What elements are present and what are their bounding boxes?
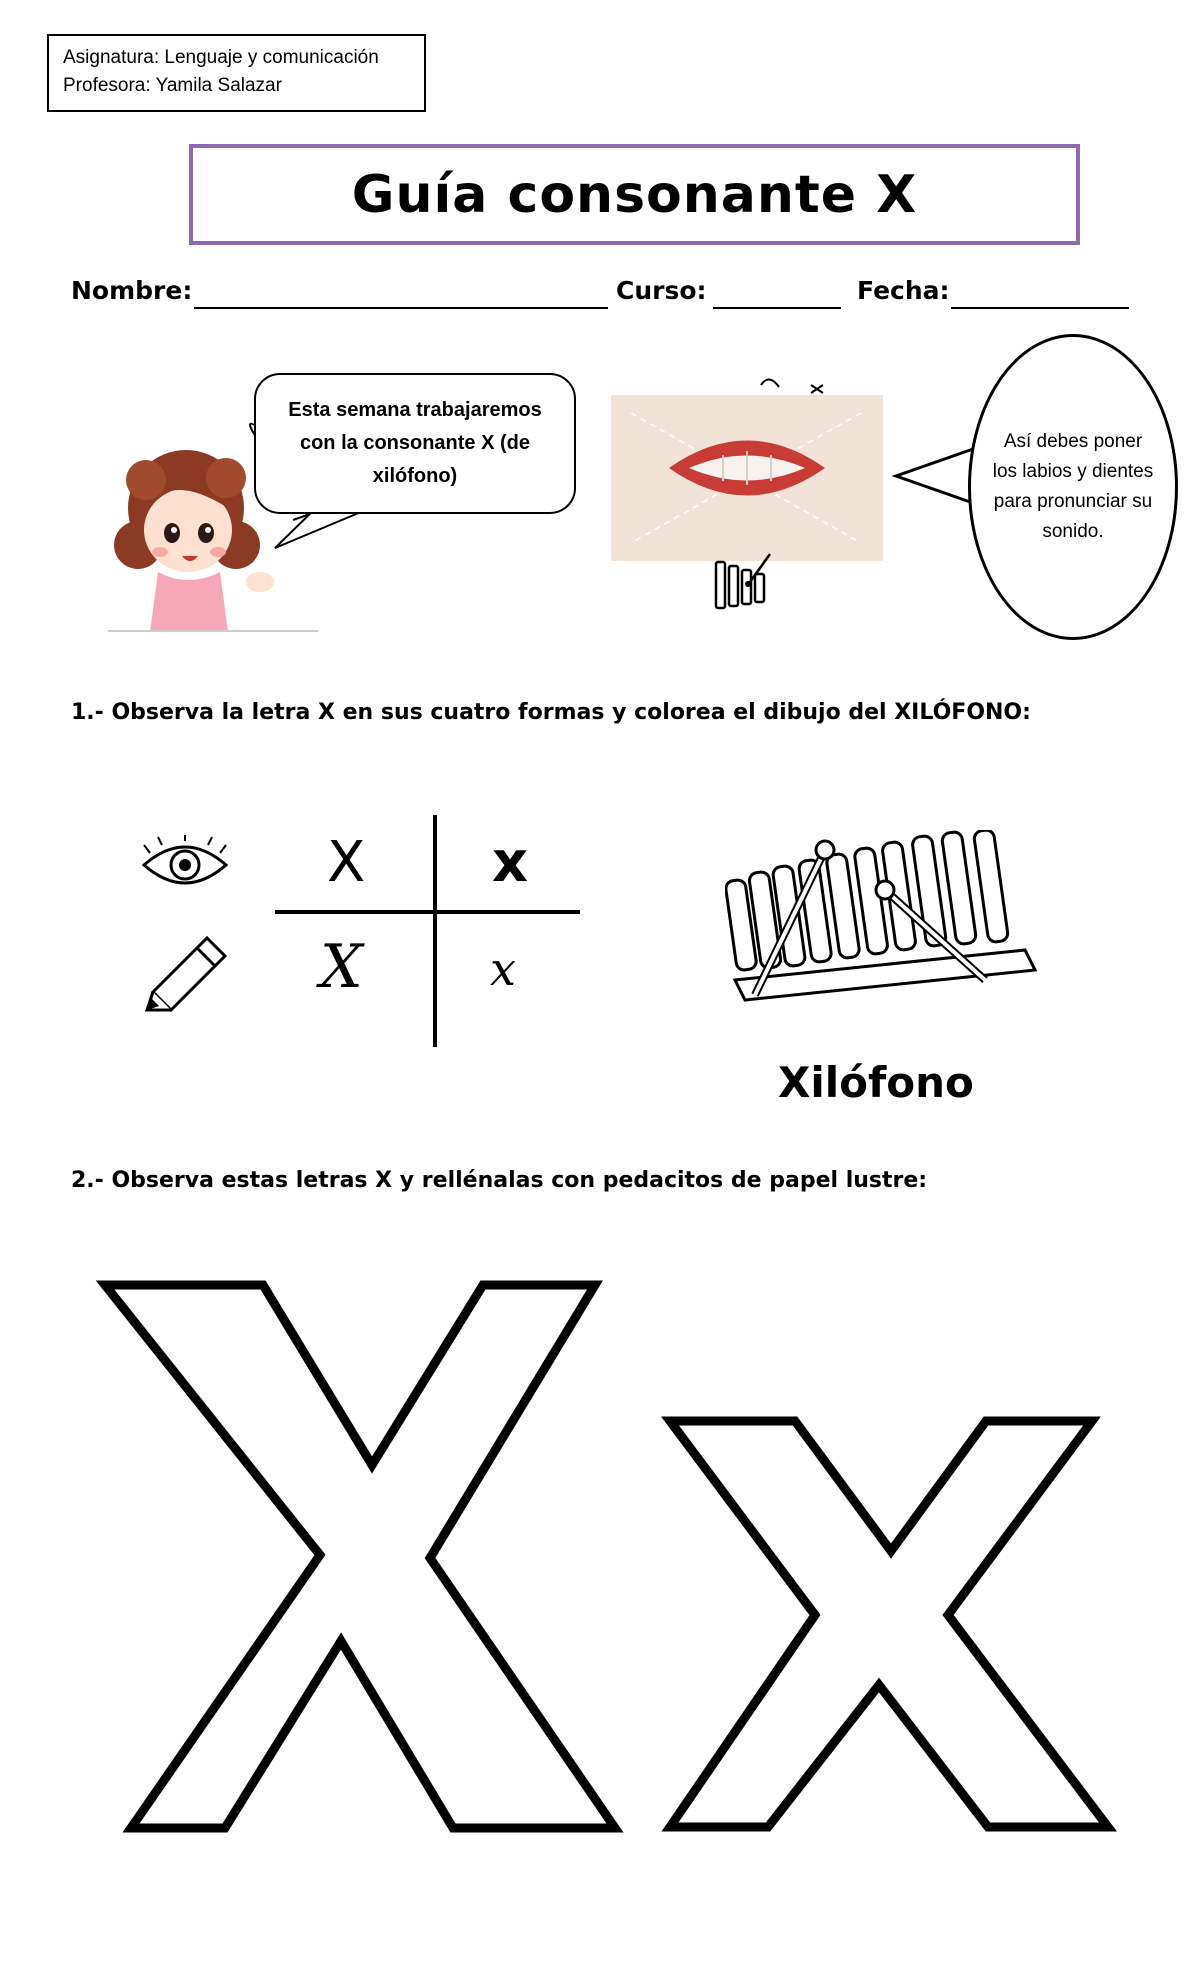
name-label: Nombre: [71, 276, 193, 305]
girl-speech-bubble [254, 373, 576, 514]
oval-tail [890, 440, 980, 520]
script-uppercase-x: X [320, 932, 363, 1002]
eye-icon [140, 835, 230, 895]
exercise2-instruction: 2.- Observa estas letras X y rellénalas con pedacitos de papel lustre: [71, 1168, 928, 1193]
lips-photo [611, 373, 883, 561]
student-info-row [71, 276, 1151, 316]
pencil-icon [145, 932, 231, 1012]
script-lowercase-x: x [490, 942, 516, 996]
outline-uppercase-x [95, 1265, 635, 1840]
page-title: Guía consonante X [351, 164, 918, 225]
xylophone-icon [712, 548, 776, 618]
xylophone-label: Xilófono [778, 1058, 974, 1107]
outline-lowercase-x [660, 1415, 1120, 1845]
print-uppercase-x: X [327, 830, 366, 895]
exercise1-instruction: 1.- Observa la letra X en sus cuatro formas y colorea el dibujo del XILÓFONO: [71, 700, 1031, 725]
date-field[interactable] [951, 307, 1129, 309]
letter-grid-lines [275, 815, 580, 1047]
date-label: Fecha: [857, 276, 950, 305]
print-lowercase-x: x [492, 830, 529, 895]
teacher-label: Profesora: Yamila Salazar [63, 75, 282, 96]
lips-speech-bubble [968, 334, 1178, 640]
girl-speech-text: Esta semana trabajaremos con la consonante X (de xilófono) [288, 399, 542, 487]
xylophone-coloring-picture [725, 830, 1045, 1010]
course-label: Curso: [616, 276, 707, 305]
subject-header [47, 34, 426, 112]
title-box [189, 144, 1080, 245]
subject-label: Asignatura: Lenguaje y comunicación [63, 47, 379, 68]
course-field[interactable] [713, 307, 841, 309]
lips-speech-text: Así debes poner los labios y dientes para pronunciar su sonido. [992, 431, 1154, 542]
name-field[interactable] [194, 307, 608, 309]
